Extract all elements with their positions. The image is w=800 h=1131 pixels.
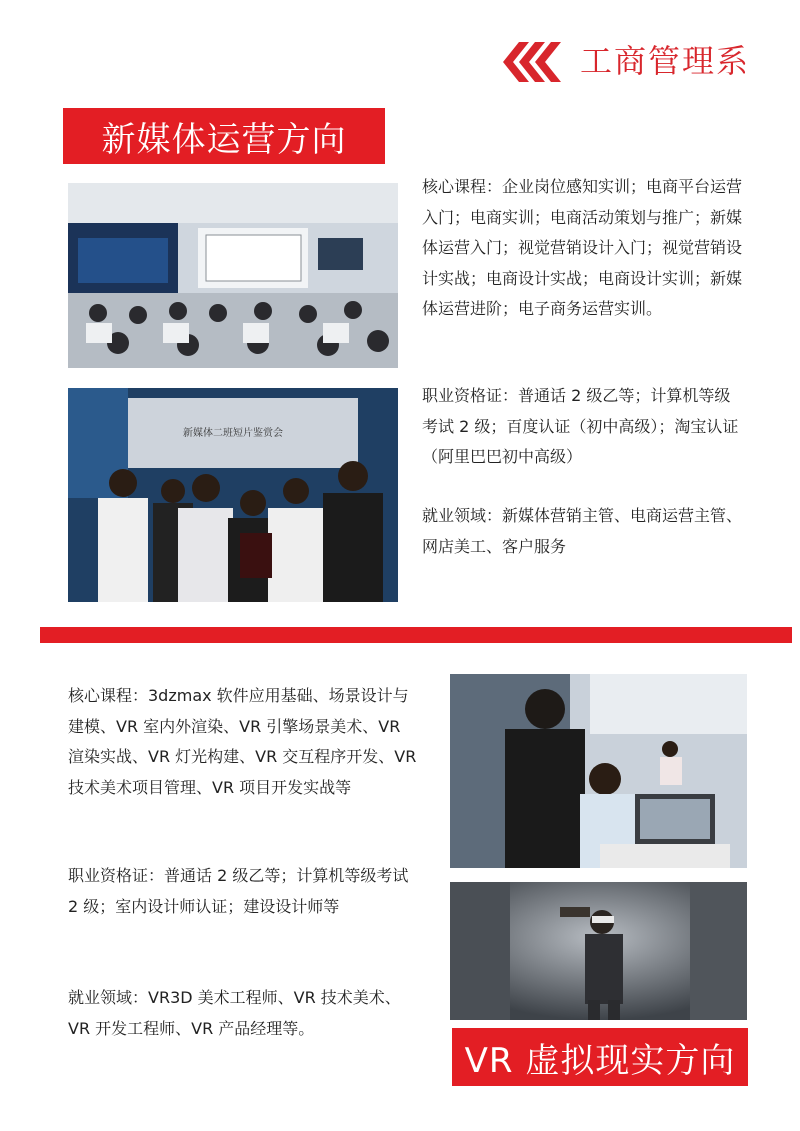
department-title: 工商管理系 [580, 42, 751, 80]
screen-caption: 新媒体二班短片鉴赏会 [183, 428, 283, 439]
media-core-courses: 核心课程：企业岗位感知实训；电商平台运营入门；电商实训；电商活动策划与推广；新媒体运营入门；视觉营销设计入门；视觉营销设计实战；电商设计实战；电商设计实训；新媒体运营进阶；电子商务运营实训。 [422, 177, 743, 318]
section-divider [40, 627, 792, 643]
vr-headset-photo [450, 882, 747, 1020]
vr-core-courses: 核心课程：3dzmax 软件应用基础、场景设计与建模、VR 室内外渲染、VR 引擎场景美术、VR 渲染实战、VR 灯光构建、VR 交互程序开发、VR 技术美术项目管理、VR 项目开发实战等 [68, 686, 417, 797]
vr-employment: 就业领域：VR3D 美术工程师、VR 技术美术、VR 开发工程师、VR 产品经理等。 [68, 988, 401, 1038]
classroom-photo [68, 183, 398, 368]
media-certificates: 职业资格证：普通话 2 级乙等；计算机等级考试 2 级；百度认证（初中高级）；淘宝认证（阿里巴巴初中高级） [422, 386, 739, 466]
section-banner-vr: VR 虚拟现实方向 [452, 1028, 748, 1086]
triple-chevron-left-icon [503, 42, 561, 82]
students-group-photo [68, 388, 398, 602]
media-employment: 就业领域：新媒体营销主管、电商运营主管、网店美工、客户服务 [422, 506, 743, 556]
section-banner-new-media: 新媒体运营方向 [63, 108, 385, 164]
lab-teaching-photo [450, 674, 747, 868]
vr-certificates: 职业资格证：普通话 2 级乙等；计算机等级考试 2 级；室内设计师认证；建设设计师等 [68, 866, 409, 916]
